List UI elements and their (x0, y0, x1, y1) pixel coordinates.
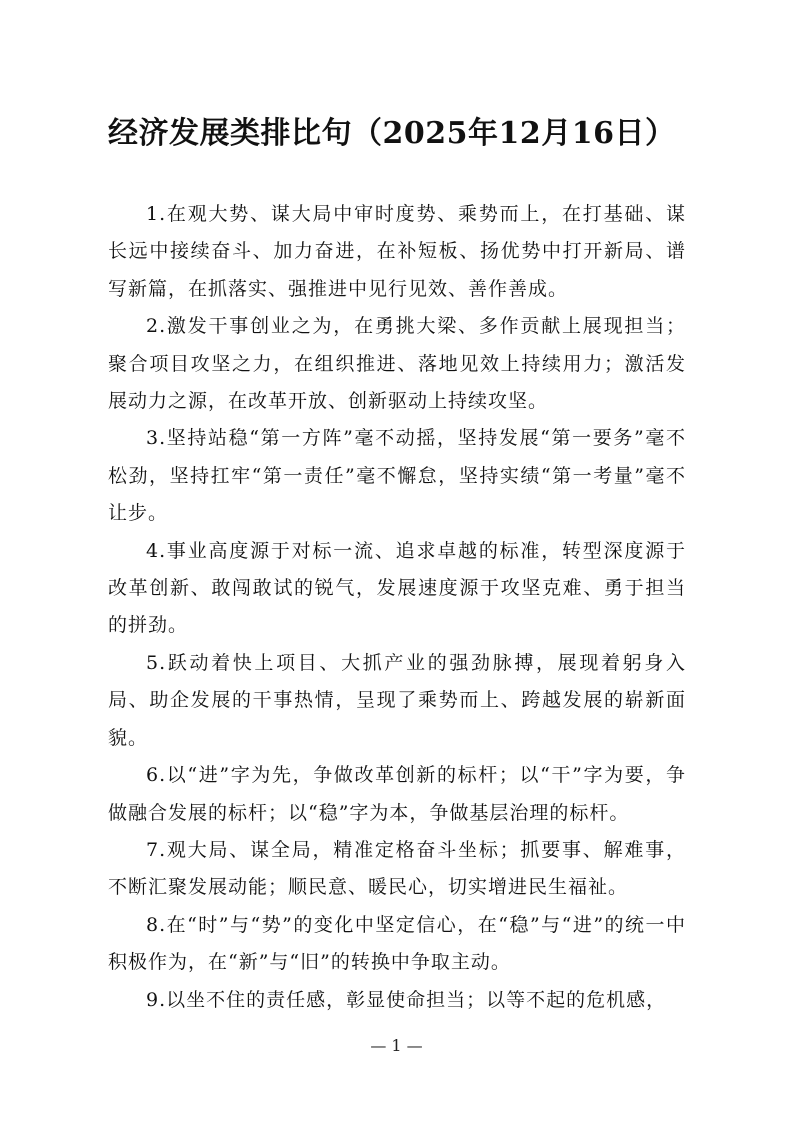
paragraph-4: 4.事业高度源于对标一流、追求卓越的标准，转型深度源于改革创新、敢闯敢试的锐气，发展速度源于攻坚克难、勇于担当的拼劲。 (108, 539, 686, 637)
paragraph-8: 8.在“时”与“势”的变化中坚定信心，在“稳”与“进”的统一中积极作为，在“新”与“旧”的转换中争取主动。 (108, 913, 686, 974)
page-number: — 1 — (370, 1036, 423, 1055)
document-title: 经济发展类排比句（2025年12月16日） (108, 116, 676, 151)
paragraph-2: 2.激发干事创业之为，在勇挑大梁、多作贡献上展现担当；聚合项目攻坚之力，在组织推进、落地见效上持续用力；激活发展动力之源，在改革开放、创新驱动上持续攻坚。 (108, 315, 686, 413)
paragraph-3: 3.坚持站稳“第一方阵”毫不动摇，坚持发展“第一要务”毫不松劲，坚持扛牢“第一责任”毫不懈怠，坚持实绩“第一考量”毫不让步。 (108, 427, 686, 525)
document-body (108, 196, 686, 1019)
paragraph-6: 6.以“进”字为先，争做改革创新的标杆；以“干”字为要，争做融合发展的标杆；以“稳”字为本，争做基层治理的标杆。 (108, 764, 686, 824)
paragraph-9: 9.以坐不住的责任感，彰显使命担当；以等不起的危机感， (146, 988, 667, 1011)
paragraph-7: 7.观大局、谋全局，精准定格奋斗坐标；抓要事、解难事，不断汇聚发展动能；顺民意、暖民心，切实增进民生福祉。 (108, 838, 686, 899)
paragraph-1: 1.在观大势、谋大局中审时度势、乘势而上，在打基础、谋长远中接续奋斗、加力奋进，在补短板、扬优势中打开新局、谱写新篇，在抓落实、强推进中见行见效、善作善成。 (108, 203, 686, 300)
paragraph-5: 5.跃动着快上项目、大抓产业的强劲脉搏，展现着躬身入局、助企发展的干事热情，呈现了乘势而上、跨越发展的崭新面貌。 (108, 651, 686, 749)
